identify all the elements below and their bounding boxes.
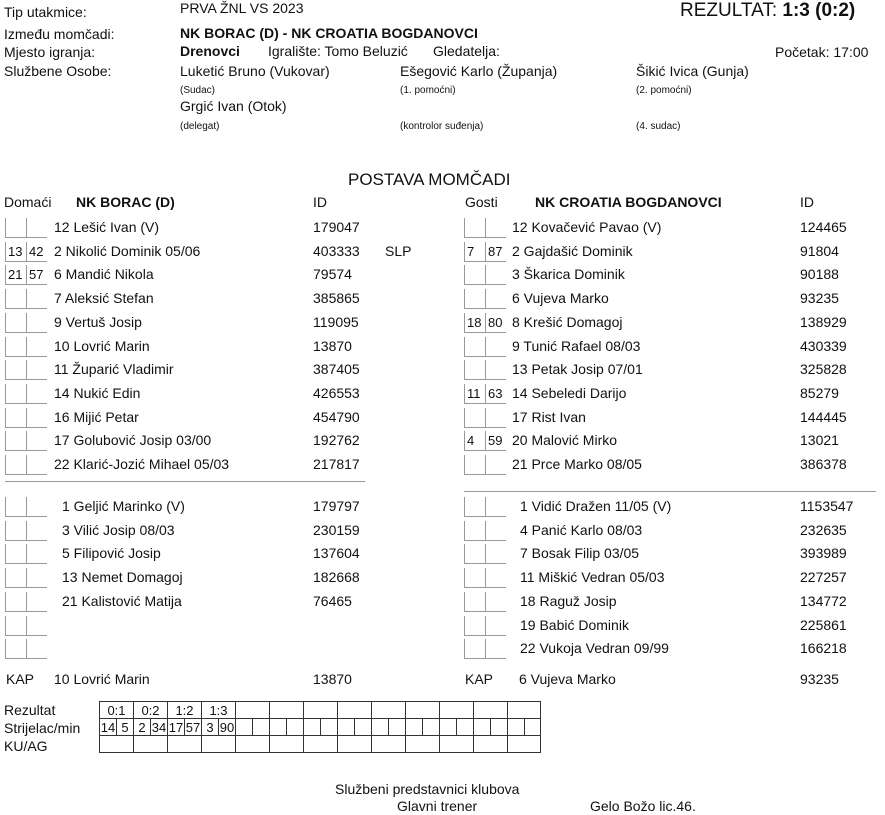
player-id: 79574 bbox=[313, 266, 352, 283]
kuag-cell bbox=[338, 736, 372, 753]
result-cell bbox=[236, 702, 270, 719]
player-name: 13 Nemet Domagoj bbox=[62, 569, 183, 586]
minute-box bbox=[26, 408, 47, 428]
player-id: 225861 bbox=[800, 616, 847, 633]
player-name: 22 Klarić-Jozić Mihael 05/03 bbox=[54, 456, 230, 472]
home-kap-player: 10 Lovrić Marin bbox=[54, 671, 150, 687]
official-role: (delegat) bbox=[180, 121, 220, 132]
player-id: 76465 bbox=[313, 592, 352, 609]
kuag-row-label: KU/AG bbox=[4, 738, 48, 754]
minute-box bbox=[26, 431, 47, 451]
minute-box bbox=[464, 544, 485, 564]
scorer-cell: 3 bbox=[202, 719, 219, 736]
scorer-cell bbox=[355, 719, 372, 736]
player-id: 134772 bbox=[800, 592, 847, 609]
minute-box bbox=[5, 408, 26, 428]
player-id: 138929 bbox=[800, 313, 847, 330]
minute-box bbox=[485, 218, 506, 238]
player-id: 90188 bbox=[800, 266, 839, 283]
player-id: 230159 bbox=[313, 521, 360, 538]
minute-box bbox=[26, 337, 47, 357]
player-id: 1153547 bbox=[800, 498, 854, 514]
player-name: 7 Aleksić Stefan bbox=[54, 290, 154, 307]
scorer-cell bbox=[338, 719, 355, 736]
minute-box: 21 bbox=[5, 265, 26, 285]
result-cell bbox=[508, 702, 541, 719]
player-name: 5 Filipović Josip bbox=[62, 545, 161, 562]
scorer-cell: 57 bbox=[185, 719, 201, 735]
minute-box bbox=[5, 360, 26, 380]
minute-box bbox=[485, 544, 506, 564]
player-id: 13870 bbox=[313, 337, 352, 354]
minute-box bbox=[485, 455, 506, 475]
minute-box bbox=[464, 497, 485, 517]
scorer-cell bbox=[457, 719, 474, 736]
away-id-header: ID bbox=[800, 194, 814, 210]
player-name: 14 Nukić Edin bbox=[54, 384, 141, 401]
kuag-cell bbox=[440, 736, 474, 753]
player-name: 4 Panić Karlo 08/03 bbox=[520, 521, 643, 538]
sluzbene-label: Službene Osobe: bbox=[4, 63, 112, 79]
tip-label: Tip utakmice: bbox=[4, 4, 87, 20]
kuag-cell bbox=[236, 736, 270, 753]
player-name: 17 Rist Ivan bbox=[512, 408, 586, 425]
pocetak: Početak: 17:00 bbox=[775, 44, 869, 60]
minute-box bbox=[464, 360, 485, 380]
score-table bbox=[99, 701, 541, 753]
minute-box: 18 bbox=[464, 313, 485, 333]
scorer-cell bbox=[491, 719, 508, 736]
result-cell bbox=[372, 702, 406, 719]
mjesto-value: Drenovci bbox=[180, 43, 240, 59]
official-role: (Sudac) bbox=[180, 85, 216, 96]
player-id: 93235 bbox=[800, 290, 839, 307]
result-cell: 0:1 bbox=[100, 702, 134, 719]
scorer-cell: 14 bbox=[100, 719, 116, 735]
minute-box: 11 bbox=[464, 384, 485, 404]
player-id: 179047 bbox=[313, 219, 360, 235]
scorer-cell bbox=[304, 719, 321, 736]
minute-box bbox=[464, 337, 485, 357]
strijelac-row-label: Strijelac/min bbox=[4, 720, 81, 736]
minute-box bbox=[26, 568, 47, 588]
minute-box bbox=[464, 639, 485, 659]
minute-box: 4 bbox=[464, 431, 485, 451]
minute-box bbox=[464, 289, 485, 309]
kuag-cell bbox=[406, 736, 440, 753]
minute-box bbox=[26, 592, 47, 612]
minute-box bbox=[464, 218, 485, 238]
player-id: 166218 bbox=[800, 640, 847, 657]
player-name: 9 Tunić Rafael 08/03 bbox=[512, 337, 641, 354]
player-name: 10 Lovrić Marin bbox=[54, 337, 150, 354]
rezultat-label: REZULTAT: bbox=[680, 0, 778, 21]
player-id: 124465 bbox=[800, 219, 847, 235]
match-title: NK BORAC (D) - NK CROATIA BOGDANOVCI bbox=[180, 25, 478, 41]
player-name: 2 Nikolić Dominik 05/06 bbox=[54, 242, 201, 259]
minute-box bbox=[5, 497, 26, 517]
igraliste: Igralište: Tomo Beluzić bbox=[268, 43, 408, 59]
player-id: 385865 bbox=[313, 290, 360, 307]
player-id: 426553 bbox=[313, 384, 360, 401]
trener-label: Glavni trener bbox=[397, 798, 478, 814]
tip-value: PRVA ŽNL VS 2023 bbox=[180, 0, 304, 16]
kuag-cell bbox=[372, 736, 406, 753]
minute-box bbox=[485, 360, 506, 380]
player-name: 16 Mijić Petar bbox=[54, 408, 139, 425]
player-id: 13021 bbox=[800, 432, 839, 449]
minute-box bbox=[26, 616, 47, 636]
scorer-row bbox=[100, 719, 541, 736]
minute-box bbox=[5, 337, 26, 357]
kuag-cell bbox=[168, 736, 202, 753]
minute-box bbox=[26, 218, 47, 238]
result-cell bbox=[440, 702, 474, 719]
minute-box bbox=[26, 289, 47, 309]
kuag-cell bbox=[474, 736, 508, 753]
player-name: 21 Prce Marko 08/05 bbox=[512, 456, 642, 472]
minute-box bbox=[485, 337, 506, 357]
player-name: 20 Malović Mirko bbox=[512, 432, 618, 449]
scorer-cell: 5 bbox=[117, 719, 134, 736]
player-name: 12 Lešić Ivan (V) bbox=[54, 219, 160, 235]
minute-box bbox=[485, 521, 506, 541]
official-role: (1. pomoćni) bbox=[400, 85, 456, 96]
scorer-cell bbox=[253, 719, 270, 736]
result-row bbox=[100, 702, 541, 719]
player-id: 179797 bbox=[313, 498, 360, 514]
scorer-cell bbox=[423, 719, 440, 736]
player-name: 12 Kovačević Pavao (V) bbox=[512, 219, 662, 235]
minute-box bbox=[485, 265, 506, 285]
scorer-cell bbox=[525, 719, 541, 736]
scorer-cell bbox=[287, 719, 304, 736]
minute-box bbox=[26, 639, 47, 659]
minute-box bbox=[5, 313, 26, 333]
player-id: 137604 bbox=[313, 545, 360, 562]
minute-box bbox=[464, 616, 485, 636]
player-name: 1 Geljić Marinko (V) bbox=[62, 498, 185, 514]
trener-name: Gelo Božo lic.46. bbox=[590, 798, 696, 814]
player-name: 14 Sebeledi Darijo bbox=[512, 384, 627, 401]
player-id: 393989 bbox=[800, 545, 847, 562]
minute-box bbox=[485, 639, 506, 659]
player-name: 18 Raguž Josip bbox=[520, 592, 617, 609]
minute-box bbox=[26, 384, 47, 404]
player-id: 144445 bbox=[800, 408, 847, 425]
scorer-cell bbox=[474, 719, 491, 736]
away-kap-label: KAP bbox=[465, 671, 494, 687]
player-id: 454790 bbox=[313, 408, 360, 425]
player-name: 13 Petak Josip 07/01 bbox=[512, 361, 643, 378]
minute-box bbox=[485, 408, 506, 428]
minute-box bbox=[5, 568, 26, 588]
minute-box: 63 bbox=[485, 384, 506, 404]
minute-box bbox=[5, 289, 26, 309]
player-name: 22 Vukoja Vedran 09/99 bbox=[520, 640, 669, 657]
minute-box bbox=[464, 521, 485, 541]
player-name: 8 Krešić Domagoj bbox=[512, 313, 623, 330]
official-role: (kontrolor suđenja) bbox=[400, 121, 484, 132]
minute-box: 57 bbox=[26, 265, 47, 285]
mjesto-label: Mjesto igranja: bbox=[4, 44, 96, 60]
kuag-cell bbox=[508, 736, 541, 753]
izmedu-label: Između momčadi: bbox=[4, 26, 115, 42]
minute-box bbox=[26, 313, 47, 333]
result-cell bbox=[474, 702, 508, 719]
home-kap-id: 13870 bbox=[313, 671, 352, 687]
kuag-row bbox=[100, 736, 541, 753]
player-name: 3 Škarica Dominik bbox=[512, 266, 625, 283]
kuag-cell bbox=[100, 736, 134, 753]
kuag-cell bbox=[202, 736, 236, 753]
kuag-cell bbox=[304, 736, 338, 753]
player-id: 182668 bbox=[313, 569, 360, 586]
minute-box bbox=[26, 497, 47, 517]
home-divider bbox=[5, 481, 365, 482]
slp-label: SLP bbox=[385, 243, 412, 259]
minute-box: 87 bbox=[485, 242, 506, 262]
scorer-cell bbox=[270, 719, 287, 736]
rezultat-row-label: Rezultat bbox=[4, 702, 56, 718]
player-name: 11 Župarić Vladimir bbox=[54, 361, 174, 378]
rezultat-header bbox=[680, 0, 855, 22]
player-name: 7 Bosak Filip 03/05 bbox=[520, 545, 640, 562]
away-divider bbox=[464, 491, 876, 492]
minute-box bbox=[485, 497, 506, 517]
result-cell bbox=[406, 702, 440, 719]
player-name: 3 Vilić Josip 08/03 bbox=[62, 521, 175, 538]
home-side-label: Domaći bbox=[4, 194, 52, 210]
minute-box: 7 bbox=[464, 242, 485, 262]
minute-box bbox=[5, 521, 26, 541]
away-team-name: NK CROATIA BOGDANOVCI bbox=[535, 194, 722, 210]
kuag-cell bbox=[270, 736, 304, 753]
player-name: 17 Golubović Josip 03/00 bbox=[54, 432, 212, 449]
result-cell bbox=[338, 702, 372, 719]
scorer-cell bbox=[406, 719, 423, 736]
official-role: (2. pomoćni) bbox=[636, 85, 692, 96]
minute-box bbox=[5, 592, 26, 612]
minute-box: 13 bbox=[5, 242, 26, 262]
minute-box: 59 bbox=[485, 431, 506, 451]
player-id: 387405 bbox=[313, 361, 360, 378]
player-name: 9 Vertuš Josip bbox=[54, 313, 142, 330]
player-id: 85279 bbox=[800, 384, 839, 401]
minute-box bbox=[5, 218, 26, 238]
minute-box: 80 bbox=[485, 313, 506, 333]
predstavnici-label: Službeni predstavnici klubova bbox=[335, 781, 520, 797]
result-cell bbox=[304, 702, 338, 719]
scorer-cell bbox=[508, 719, 525, 736]
minute-box bbox=[464, 265, 485, 285]
official-name: Šikić Ivica (Gunja) bbox=[636, 63, 749, 79]
player-name: 6 Vujeva Marko bbox=[512, 290, 609, 307]
scorer-cell: 90 bbox=[219, 719, 235, 735]
player-id: 232635 bbox=[800, 521, 847, 538]
scorer-cell bbox=[389, 719, 406, 736]
player-id: 325828 bbox=[800, 361, 847, 378]
scorer-cell bbox=[440, 719, 457, 736]
rezultat-value: 1:3 (0:2) bbox=[782, 0, 856, 21]
scorer-cell: 17 bbox=[168, 719, 184, 735]
player-name: 6 Mandić Nikola bbox=[54, 266, 154, 283]
player-id: 227257 bbox=[800, 569, 847, 586]
gledatelja: Gledatelja: bbox=[433, 43, 500, 59]
minute-box bbox=[5, 384, 26, 404]
home-team-name: NK BORAC (D) bbox=[76, 194, 175, 210]
home-kap-label: KAP bbox=[6, 671, 35, 687]
minute-box bbox=[485, 616, 506, 636]
scorer-cell bbox=[372, 719, 389, 736]
player-name: 11 Miškić Vedran 05/03 bbox=[520, 569, 665, 586]
player-name: 2 Gajdašić Dominik bbox=[512, 242, 633, 259]
official-name: Luketić Bruno (Vukovar) bbox=[180, 63, 330, 79]
scorer-cell: 2 bbox=[134, 719, 151, 736]
scorer-cell bbox=[321, 719, 338, 736]
minute-box bbox=[464, 592, 485, 612]
official-name: Grgić Ivan (Otok) bbox=[180, 98, 287, 114]
player-id: 386378 bbox=[800, 456, 847, 472]
official-role: (4. sudac) bbox=[636, 121, 681, 132]
player-id: 430339 bbox=[800, 337, 847, 354]
player-id: 403333 bbox=[313, 242, 360, 259]
minute-box bbox=[26, 544, 47, 564]
result-cell bbox=[270, 702, 304, 719]
kuag-cell bbox=[134, 736, 168, 753]
scorer-cell bbox=[236, 719, 253, 736]
result-cell: 1:3 bbox=[202, 702, 236, 719]
player-id: 119095 bbox=[313, 313, 359, 330]
minute-box bbox=[464, 568, 485, 588]
result-cell: 0:2 bbox=[134, 702, 168, 719]
minute-box bbox=[5, 616, 26, 636]
minute-box bbox=[464, 455, 485, 475]
player-name: 19 Babić Dominik bbox=[520, 616, 629, 633]
minute-box bbox=[485, 568, 506, 588]
away-side-label: Gosti bbox=[465, 194, 498, 210]
away-kap-id: 93235 bbox=[800, 671, 839, 687]
player-name: 1 Vidić Dražen 11/05 (V) bbox=[520, 498, 672, 514]
player-id: 217817 bbox=[313, 456, 360, 472]
minute-box bbox=[464, 408, 485, 428]
minute-box bbox=[5, 431, 26, 451]
postava-title: POSTAVA MOMČADI bbox=[348, 170, 511, 189]
minute-box bbox=[26, 455, 47, 475]
away-kap-player: 6 Vujeva Marko bbox=[519, 671, 616, 687]
minute-box bbox=[485, 592, 506, 612]
player-name: 21 Kalistović Matija bbox=[62, 592, 182, 609]
scorer-cell: 34 bbox=[151, 719, 167, 735]
minute-box bbox=[5, 639, 26, 659]
home-id-header: ID bbox=[313, 194, 327, 210]
player-id: 91804 bbox=[800, 242, 839, 259]
minute-box bbox=[26, 360, 47, 380]
minute-box bbox=[5, 544, 26, 564]
minute-box bbox=[5, 455, 26, 475]
minute-box: 42 bbox=[26, 242, 47, 262]
minute-box bbox=[26, 521, 47, 541]
result-cell: 1:2 bbox=[168, 702, 202, 719]
minute-box bbox=[485, 289, 506, 309]
player-id: 192762 bbox=[313, 432, 360, 449]
official-name: Ešegović Karlo (Županja) bbox=[400, 63, 558, 79]
